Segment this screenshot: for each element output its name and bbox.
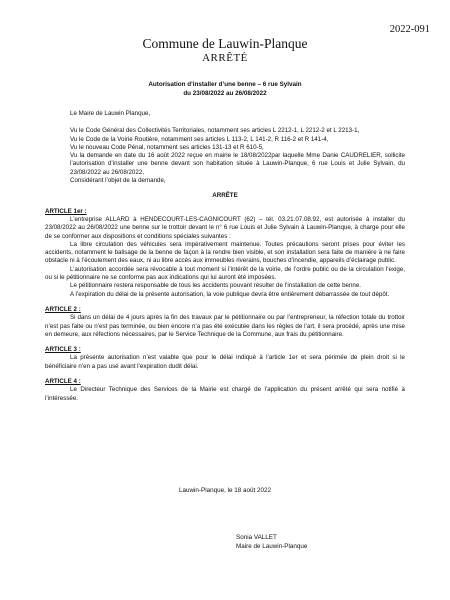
article-heading: ARTICLE 1er : xyxy=(45,207,87,215)
subject-dates: du 23/08/2022 au 26/08/2022 xyxy=(183,90,267,97)
signature-place-date: Lauwin-Planque, le 18 août 2022 xyxy=(178,487,272,494)
subject-block xyxy=(0,80,450,98)
vu-clause: Vu la demande en date du 16 août 2022 reçue en mairie le 18/08/2022par laquelle Mme Danie CAUDRELIER, sollicite l’autorisation d’installer une benne devant son habitation située à Lauwin-Planque, 6 rue Louis et Julie Sylvain, du 23/08/2022 au 26/08/2022, xyxy=(70,152,405,176)
mayor-line: Le Maire de Lauwin Planque, xyxy=(70,110,151,117)
vu-clause: Vu le Code Général des Collectivités Territoriales, notamment ses articles L 2212-1, L 2212-2 et L 2213-1, xyxy=(70,127,360,135)
document-reference: 2022-091 xyxy=(389,24,430,35)
document-title: ARRÊTÉ xyxy=(202,52,248,64)
article-heading: ARTICLE 2 : xyxy=(45,305,81,313)
article-paragraph: L’entreprise ALLARD à HENDECOURT-LES-CAGNICOURT (62) – tél. 03.21.07.08.92, est autorisée à installer du 23/08/2022 au 26/08/2022 une benne sur le trottoir devant le n° 6 rue Louis et Julie Sylvain à Lauwin-Planque, à charge pour elle de se conformer aux dispositions et conditions spéciales suivantes : xyxy=(45,215,405,240)
document-body xyxy=(45,110,405,403)
article-paragraph: A l’expiration du délai de la présente autorisation, la voie publique devra être entièrement débarrassée de tout dépôt. xyxy=(70,290,390,298)
article-paragraph: Le Directeur Technique des Services de la Mairie est chargé de l’application du présent arrêté qui sera notifié à l’intéressée. xyxy=(45,386,405,402)
commune-name: Commune de Lauwin-Planque xyxy=(142,36,308,51)
article-paragraph: L’autorisation accordée sera révocable à tout moment si l’intérêt de la voirie, de l’ordre public ou de la circulation l’exige, ou si le pétitionnaire ne se conforme pas aux indications qui lui auront été imposées. xyxy=(45,265,405,282)
signature-block xyxy=(236,534,307,551)
article-paragraph: Le pétitionnaire restera responsable de tous les accidents pouvant résulter de l’installation de cette benne. xyxy=(70,282,361,290)
article-heading: ARTICLE 4 : xyxy=(45,378,81,386)
vu-clause: Vu le nouveau Code Pénal, notamment ses articles 131-13 et R 610-5, xyxy=(70,143,264,151)
article-paragraph: Si dans un délai de 4 jours après la fin des travaux par le pétitionnaire ou par l’entrepreneur, la réfection totale du trottoir n’est pas faite ou n’est pas terminée, ou bien encore n’a pas été exécutée dans les règles de l’art, il sera procédé, après une mise en demeure, aux réfections nécessaires, par le Service Technique de la Commune, aux frais du pétitionnaire. xyxy=(45,314,405,338)
vu-clause: Vu le Code de la Voirie Routière, notamment ses articles L 113-2, L 141-2, R 116-2 et R 141-4, xyxy=(70,135,329,143)
subject-line: Autorisation d’installer d’une benne – 6 rue Sylvain xyxy=(148,81,302,88)
article-heading: ARTICLE 3 : xyxy=(45,346,81,354)
article-paragraph: La présente autorisation n’est valable que pour le délai indiqué à l’article 1er et sera périmée de plein droit si le bénéficiaire n’en a pas usé avant l’expiration dudit délai. xyxy=(45,354,405,370)
signatory-role: Maire de Lauwin-Planque xyxy=(236,542,308,550)
arrete-heading: ARRÊTE xyxy=(212,192,238,200)
considerant-clause: Considérant l’objet de la demande, xyxy=(70,177,166,185)
signatory-name: Sonia VALLET xyxy=(236,534,277,541)
article-paragraph: La libre circulation des véhicules sera impérativement maintenue. Toutes précautions seront prises pour éviter les accidents, notamment le balisage de la benne de façon à la rendre bien visible, et son installation sera faite de manière à ne faire obstacle ni à l’écoulement des eaux, ni au libre accès aux immeubles riverains, bouches d’incendie, appareils d’éclairage public. xyxy=(45,240,405,265)
